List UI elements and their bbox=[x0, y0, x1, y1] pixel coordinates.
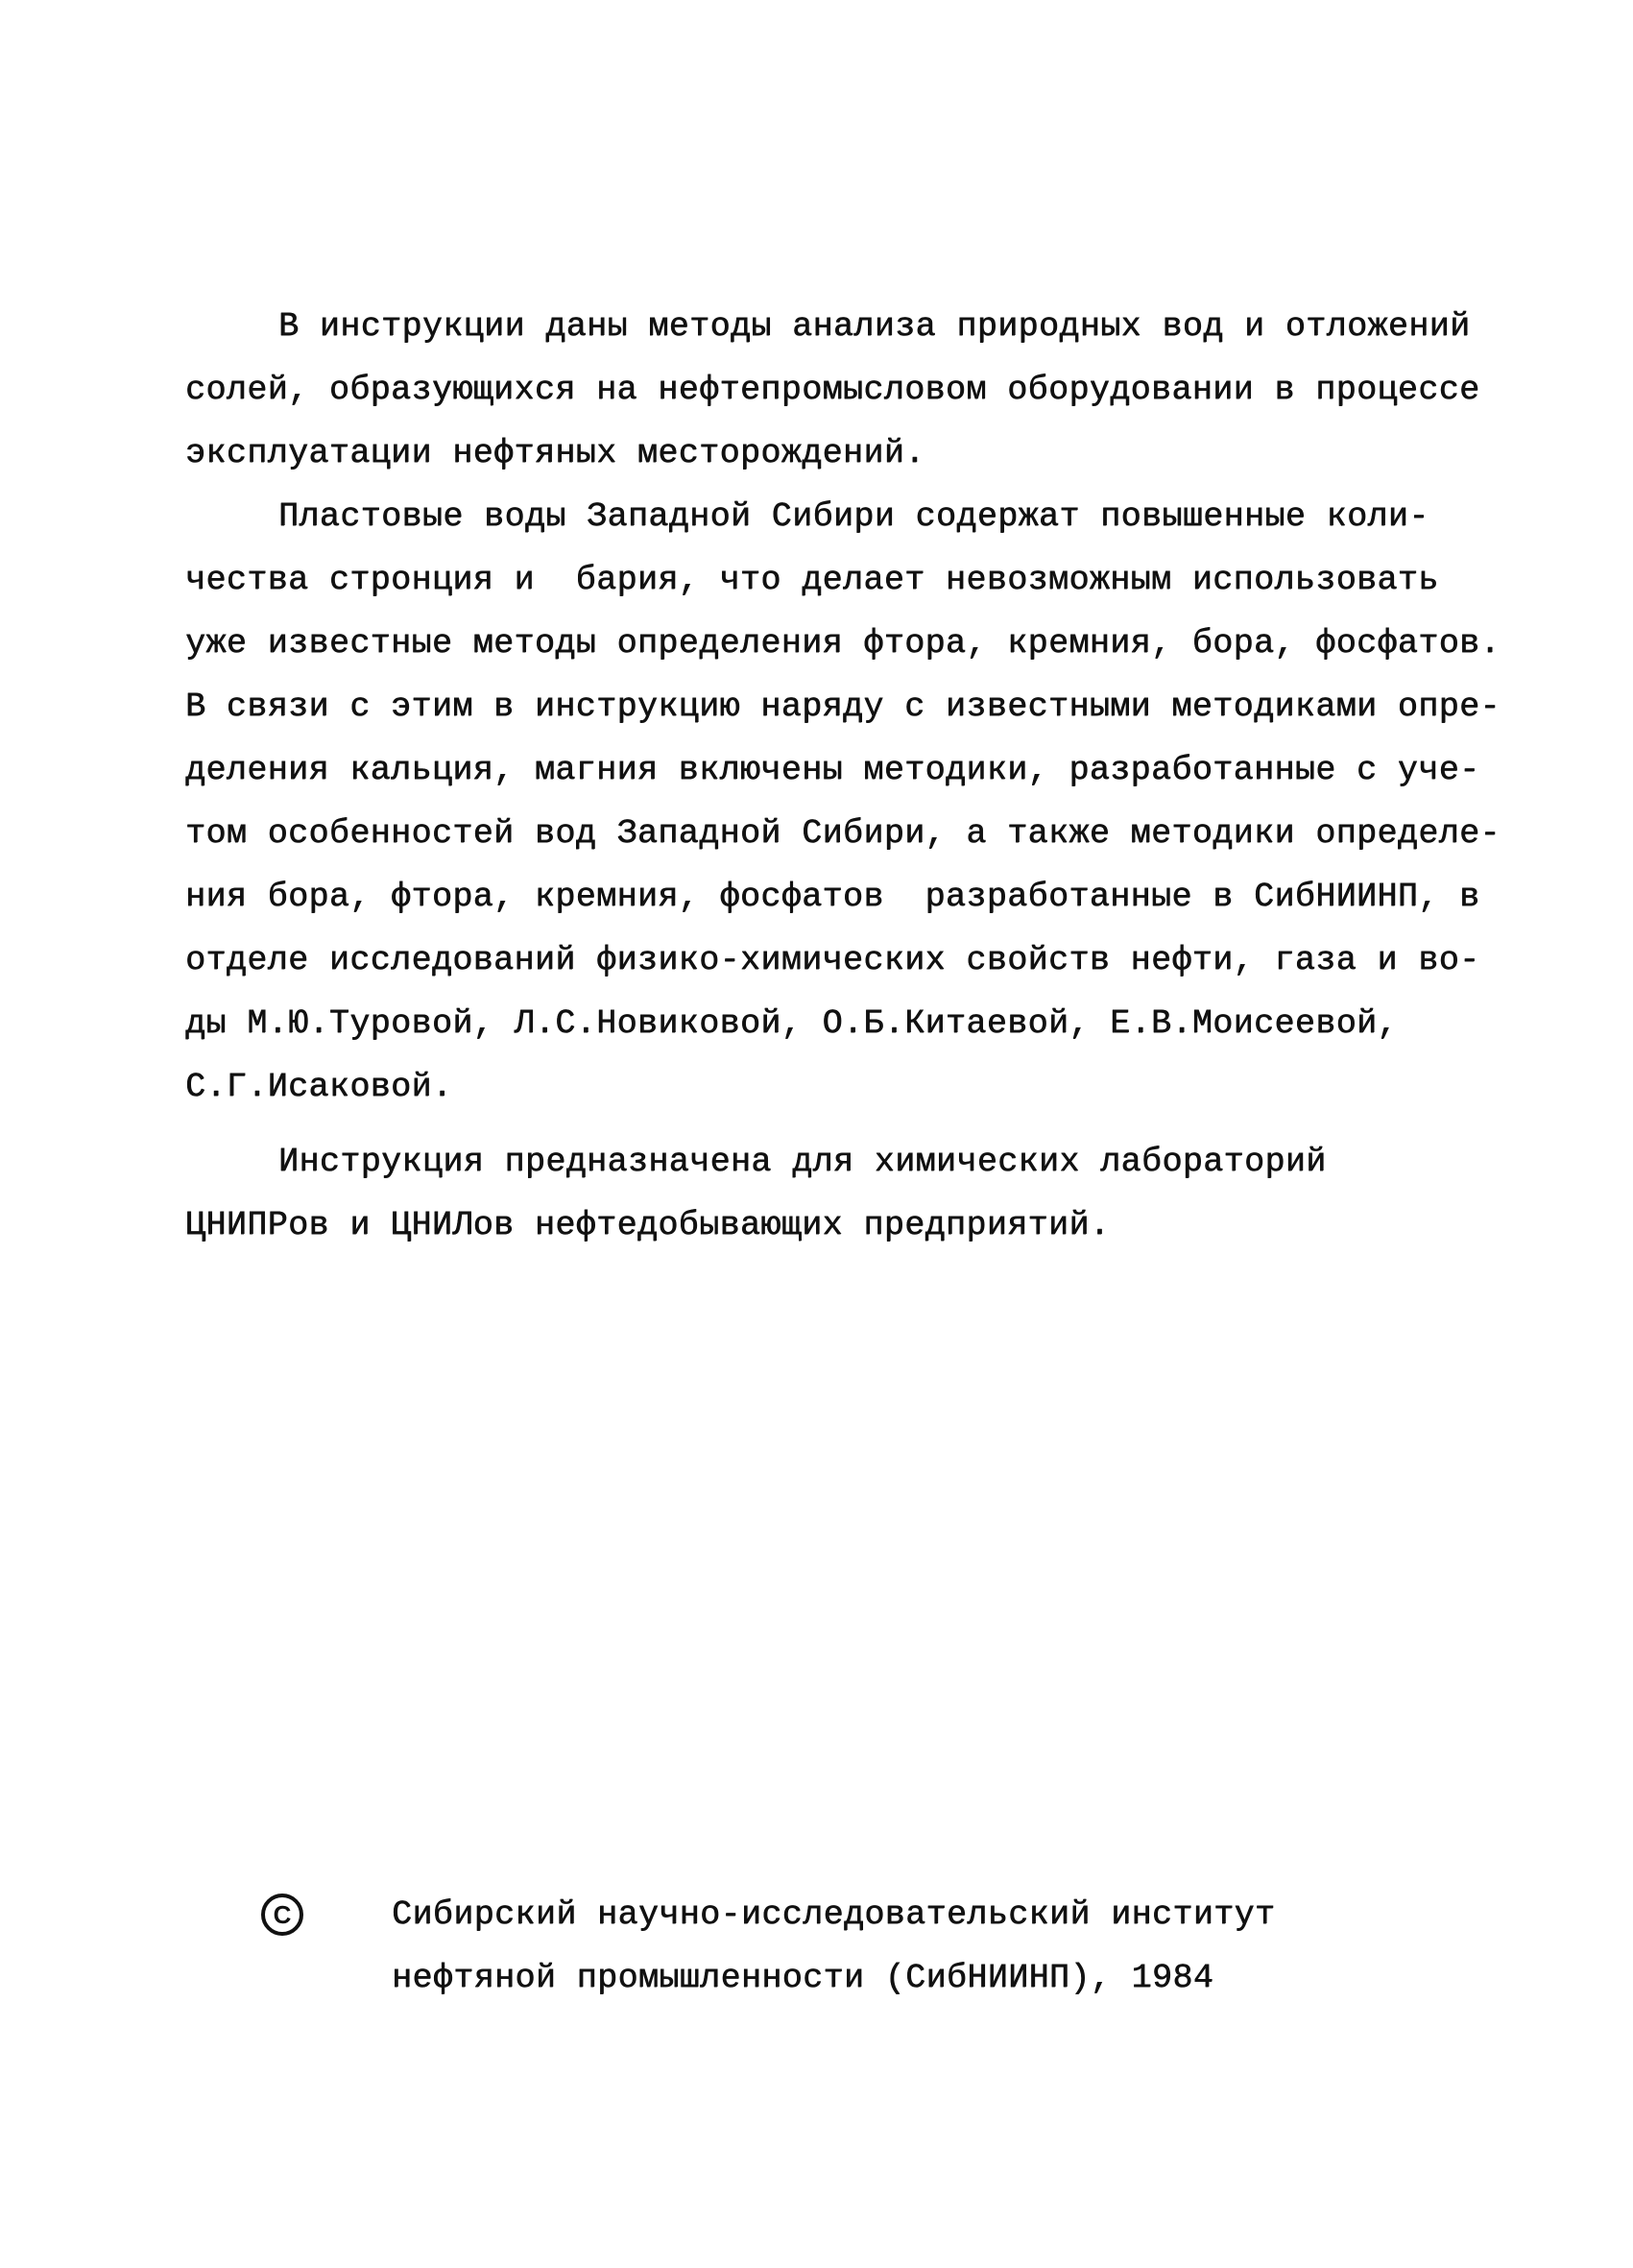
paragraph-2-line-4: В связи с этим в инструкцию наряду с известными методиками опре- bbox=[185, 688, 1501, 726]
paragraph-1-line-2: солей, образующихся на нефтепромысловом оборудовании в процессе bbox=[185, 371, 1480, 409]
copyright-symbol: С bbox=[273, 1900, 292, 1929]
paragraph-2-line-1: Пластовые воды Западной Сибири содержат повышенные коли- bbox=[278, 497, 1429, 536]
paragraph-2-line-9: ды М.Ю.Туровой, Л.С.Новиковой, О.Б.Китаевой, Е.В.Моисеевой, bbox=[185, 1004, 1398, 1043]
paragraph-2-line-2: чества стронция и бария, что делает невозможным использовать bbox=[185, 561, 1439, 599]
paragraph-2-line-3: уже известные методы определения фтора, кремния, бора, фосфатов. bbox=[185, 624, 1501, 663]
paragraph-2-line-7: ния бора, фтора, кремния, фосфатов разработанные в СибНИИНП, в bbox=[185, 878, 1480, 916]
paragraph-2-line-5: деления кальция, магния включены методики, разработанные с уче- bbox=[185, 751, 1480, 789]
footer-line-2: нефтяной промышленности (СибНИИНП), 1984 bbox=[392, 1959, 1214, 1997]
paragraph-1-line-3: эксплуатации нефтяных месторождений. bbox=[185, 434, 925, 472]
paragraph-1-line-1: В инструкции даны методы анализа природных вод и отложений bbox=[278, 307, 1471, 346]
paragraph-2-line-10: С.Г.Исаковой. bbox=[185, 1068, 453, 1106]
paragraph-3-line-2: ЦНИПРов и ЦНИЛов нефтедобывающих предприятий. bbox=[185, 1206, 1111, 1244]
paragraph-3-line-1: Инструкция предназначена для химических лабораторий bbox=[278, 1143, 1327, 1181]
copyright-icon bbox=[261, 1894, 303, 1936]
paragraph-2-line-8: отделе исследований физико-химических свойств нефти, газа и во- bbox=[185, 941, 1480, 979]
paragraph-2-line-6: том особенностей вод Западной Сибири, а также методики определе- bbox=[185, 814, 1501, 853]
footer-line-1: Сибирский научно-исследовательский институт bbox=[392, 1895, 1276, 1934]
